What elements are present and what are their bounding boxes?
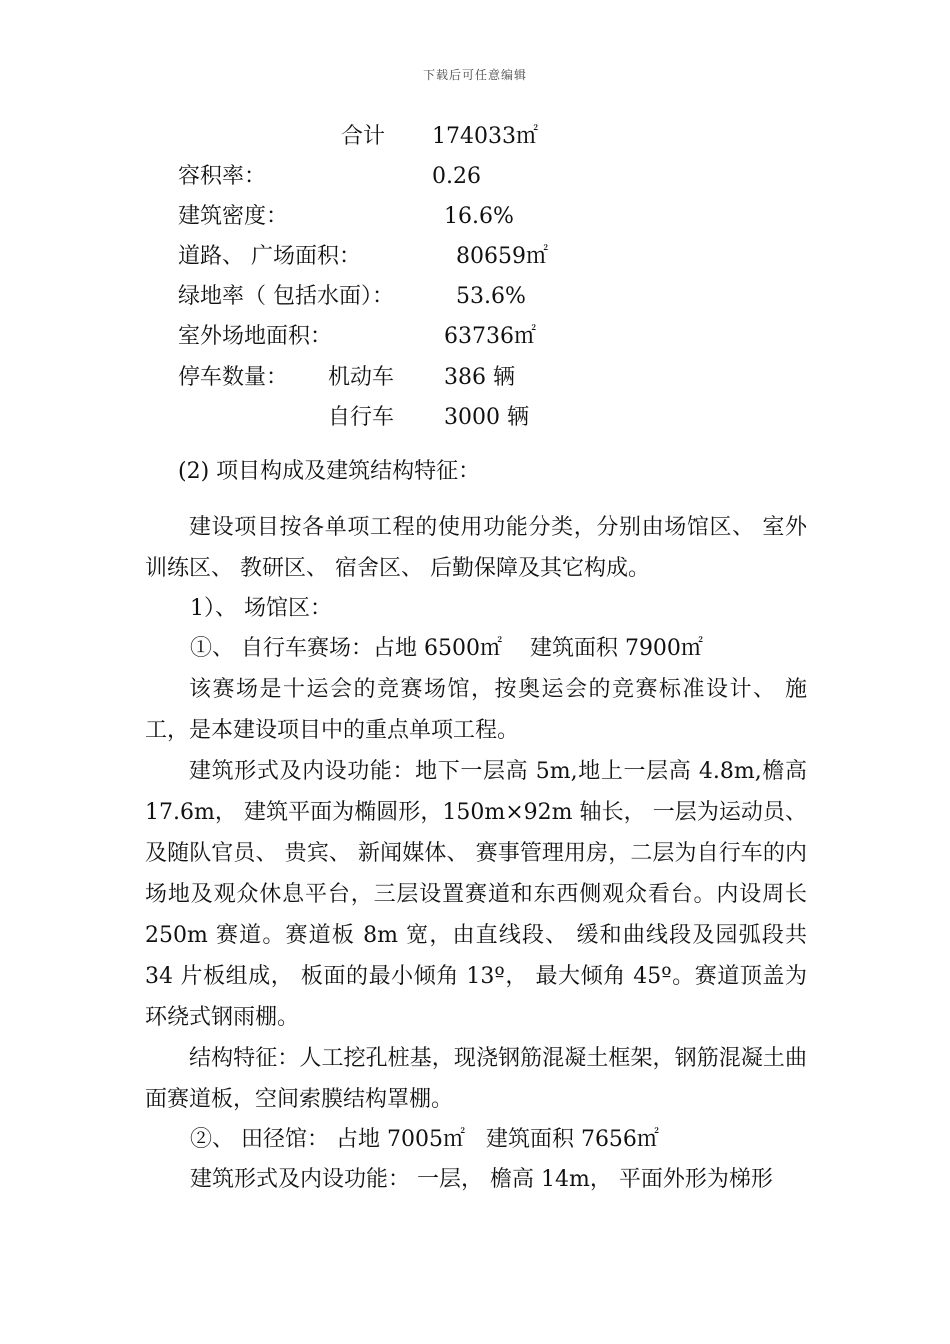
stat-parking-motor-label: 机动车 (328, 365, 395, 390)
paragraph-overview: 建设项目按各单项工程的使用功能分类，分别由场馆区、 室外训练区、 教研区、 宿舍区、 后勤保障及其它构成。 (145, 515, 807, 581)
stat-green-label: 绿地率（ 包括水面）： (178, 284, 394, 309)
stat-far-label: 容积率： (178, 164, 267, 189)
subsection-venue-title: 1）、 场馆区： (190, 596, 332, 621)
bike-arena-intro: 该赛场是十运会的竞赛场馆，按奥运会的竞赛标准设计、 施工，是本建设项目中的重点单项工程。 (145, 677, 807, 743)
bike-arena-structure: 结构特征：人工挖孔桩基，现浇钢筋混凝土框架，钢筋混凝土曲面赛道板，空间索膜结构罩棚。 (145, 1046, 807, 1112)
track-hall-form: 建筑形式及内设功能： 一层， 檐高 14m， 平面外形为梯形 (190, 1167, 773, 1192)
stat-green-row (0, 283, 950, 311)
bike-arena-form: 建筑形式及内设功能：地下一层高 5m,地上一层高 4.8m,檐高 17.6m， 建筑平面为椭圆形，150m×92m 轴长， 一层为运动员、及随队官员、 贵宾、 新闻媒体、 赛事管理用房，二层为自行车的内场地及观众休息平台，三层设置赛道和东西侧观众看台。内设周长 250m 赛道。赛道板 8m 宽，由直线段、 缓和曲线段及园弧段共 34 片板组成， 板面的最小倾角 13º， 最大倾角 45º。赛道顶盖为环绕式钢雨棚。 (145, 759, 807, 1030)
stat-far-row (0, 163, 950, 191)
stat-green-value: 53.6% (456, 284, 526, 309)
stat-outdoor-value: 63736㎡ (444, 324, 536, 349)
stat-road-label: 道路、 广场面积： (178, 244, 361, 269)
stat-far-value: 0.26 (432, 164, 481, 189)
stat-parking-motor-value: 386 辆 (444, 365, 515, 390)
stat-density-value: 16.6% (444, 204, 514, 229)
stat-parking-label: 停车数量： (178, 365, 289, 390)
stat-outdoor-row (0, 323, 950, 351)
page-header: 下载后可任意编辑 (422, 68, 527, 82)
track-hall-title: ②、 田径馆： 占地 7005㎡ 建筑面积 7656㎡ (190, 1127, 659, 1152)
stat-road-value: 80659㎡ (456, 244, 548, 269)
stat-parking-bike-label: 自行车 (328, 405, 395, 430)
stat-density-label: 建筑密度： (178, 204, 289, 229)
bike-arena-title: ①、 自行车赛场：占地 6500㎡ 建筑面积 7900㎡ (190, 636, 703, 661)
stat-total-row (0, 123, 950, 151)
stat-parking-bike-value: 3000 辆 (444, 405, 529, 430)
stat-outdoor-label: 室外场地面积： (178, 324, 333, 349)
stat-total-value: 174033㎡ (432, 124, 538, 149)
stat-road-row (0, 243, 950, 271)
section-title: (2) 项目构成及建筑结构特征： (178, 459, 481, 484)
stat-bike-row (0, 404, 950, 432)
stat-density-row (0, 203, 950, 231)
stat-total-label: 合计 (341, 124, 386, 149)
stat-parking-row (0, 364, 950, 392)
